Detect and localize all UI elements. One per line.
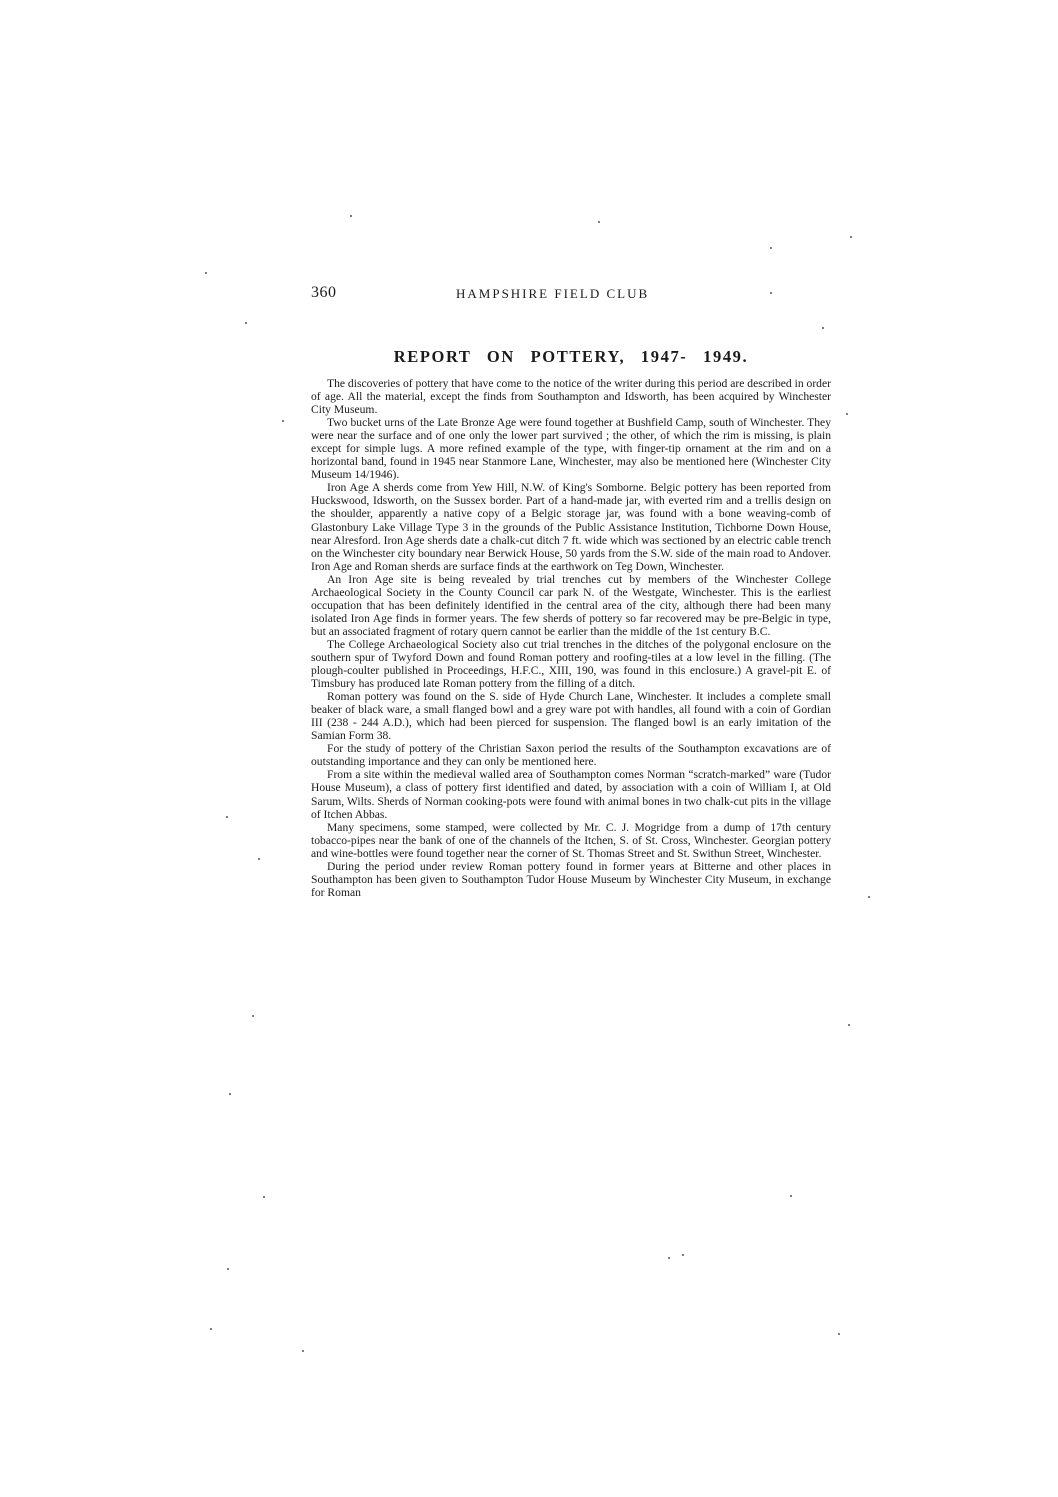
scan-speck bbox=[229, 1093, 231, 1095]
scan-speck bbox=[846, 413, 848, 415]
scan-speck bbox=[252, 1015, 254, 1017]
scan-speck bbox=[770, 247, 772, 249]
paragraph: The College Archaeological Society also cut trial trenches in the ditches of the polygonal enclosure on the southern spur of Twyford Down and found Roman pottery and roofing-tiles at a low level in the filling. (The plough-coulter published in Proceedings, H.F.C., XIII, 190, was found in this enclosure.) A gravel-pit E. of Timsbury has produced late Roman pottery from the filling of a ditch. bbox=[311, 637, 831, 691]
paragraph: For the study of pottery of the Christian Saxon period the results of the Southampton excavations are of outstanding importance and they can only be mentioned here. bbox=[311, 742, 831, 769]
scan-speck bbox=[838, 1333, 840, 1335]
paragraph: Two bucket urns of the Late Bronze Age were found together at Bushfield Camp, south of Winchester. They were near the surface and of one only the lower part survived ; the other, of which the rim is missing, is plain except for simple lugs. A more refined example of the type, with finger-tip ornament at the rim and on a horizontal band, found in 1945 near Stanmore Lane, Winchester, may also be mentioned here (Winchester City Museum 14/1946). bbox=[311, 416, 831, 482]
journal-title: HAMPSHIRE FIELD CLUB bbox=[456, 286, 650, 301]
scan-speck bbox=[868, 896, 870, 898]
paragraph: From a site within the medieval walled area of Southampton comes Norman “scratch-marked” ware (Tudor House Museum), a class of pottery first identified and dated, by association with a coin of William I, at Old Sarum, Wilts. Sherds of Norman cooking-pots were found with animal bones in two chalk-cut pits in the village of Itchen Abbas. bbox=[311, 768, 831, 821]
scan-speck bbox=[210, 1328, 212, 1330]
paragraph: Many specimens, some stamped, were collected by Mr. C. J. Mogridge from a dump of 17th century tobacco-pipes near the bank of one of the channels of the Itchen, S. of St. Cross, Winchester. Georgian pottery and wine-bottles were found together near the corner of St. Thomas Street and St. Swithun Street, Winchester. bbox=[311, 820, 831, 860]
scan-speck bbox=[227, 1268, 229, 1270]
scan-speck bbox=[245, 322, 247, 324]
scan-speck bbox=[848, 1024, 850, 1026]
paragraph: The discoveries of pottery that have come to the notice of the writer during this period are described in order of age. All the material, except the finds from Southampton and Idsworth, has been acquired by Winchester City Museum. bbox=[311, 377, 831, 417]
scan-speck bbox=[263, 1196, 265, 1198]
paragraph: An Iron Age site is being revealed by trial trenches cut by members of the Winchester College Archaeological Society in the County Council car park N. of the Westgate, Winchester. This is the earliest occupation that has been definitely identified in the central area of the city, although there had been many isolated Iron Age finds in former years. The few sherds of pottery so far recovered may be pre-Belgic in type, but an associated fragment of rotary quern cannot be earlier than the middle of the 1st century B.C. bbox=[311, 572, 831, 638]
scan-speck bbox=[790, 1195, 792, 1197]
running-header bbox=[311, 284, 831, 308]
scan-speck bbox=[850, 236, 852, 238]
scan-speck bbox=[302, 1350, 304, 1352]
scan-speck bbox=[598, 221, 600, 223]
scan-speck bbox=[350, 215, 352, 217]
scan-speck bbox=[226, 816, 228, 818]
scan-speck bbox=[770, 292, 772, 294]
scan-speck bbox=[258, 858, 260, 860]
paragraph: Iron Age A sherds come from Yew Hill, N.W. of King's Somborne. Belgic pottery has been reported from Huckswood, Idsworth, on the Sussex border. Part of a hand-made jar, with everted rim and a trellis design on the shoulder, apparently a native copy of a Belgic storage jar, was found with a bone weaving-comb of Glastonbury Lake Village Type 3 in the grounds of the Public Assistance Institution, Tichborne Down House, near Alresford. Iron Age sherds date a chalk-cut ditch 7 ft. wide which was sectioned by an electric cable trench on the Winchester city boundary near Berwick House, 50 yards from the S.W. side of the main road to Andover. Iron Age and Roman sherds are surface finds at the earthwork on Teg Down, Winchester. bbox=[311, 481, 831, 573]
scan-speck bbox=[682, 1254, 684, 1256]
page-number: 360 bbox=[311, 284, 337, 301]
paragraph: During the period under review Roman pottery found in former years at Bitterne and other places in Southampton has been given to Southampton Tudor House Museum by Winchester City Museum, in exchange for Roman bbox=[311, 859, 831, 899]
scan-speck bbox=[205, 272, 207, 274]
paragraph: Roman pottery was found on the S. side of Hyde Church Lane, Winchester. It includes a complete small beaker of black ware, a small flanged bowl and a grey ware pot with handles, all found with a coin of Gordian III (238 - 244 A.D.), which had been pierced for suspension. The flanged bowl is an early imitation of the Samian Form 38. bbox=[311, 690, 831, 743]
scan-speck bbox=[668, 1257, 670, 1259]
scan-speck bbox=[822, 327, 824, 329]
scan-speck bbox=[282, 420, 284, 422]
article-title: REPORT ON POTTERY, 1947- 1949. bbox=[393, 347, 749, 366]
article-body bbox=[311, 377, 831, 899]
